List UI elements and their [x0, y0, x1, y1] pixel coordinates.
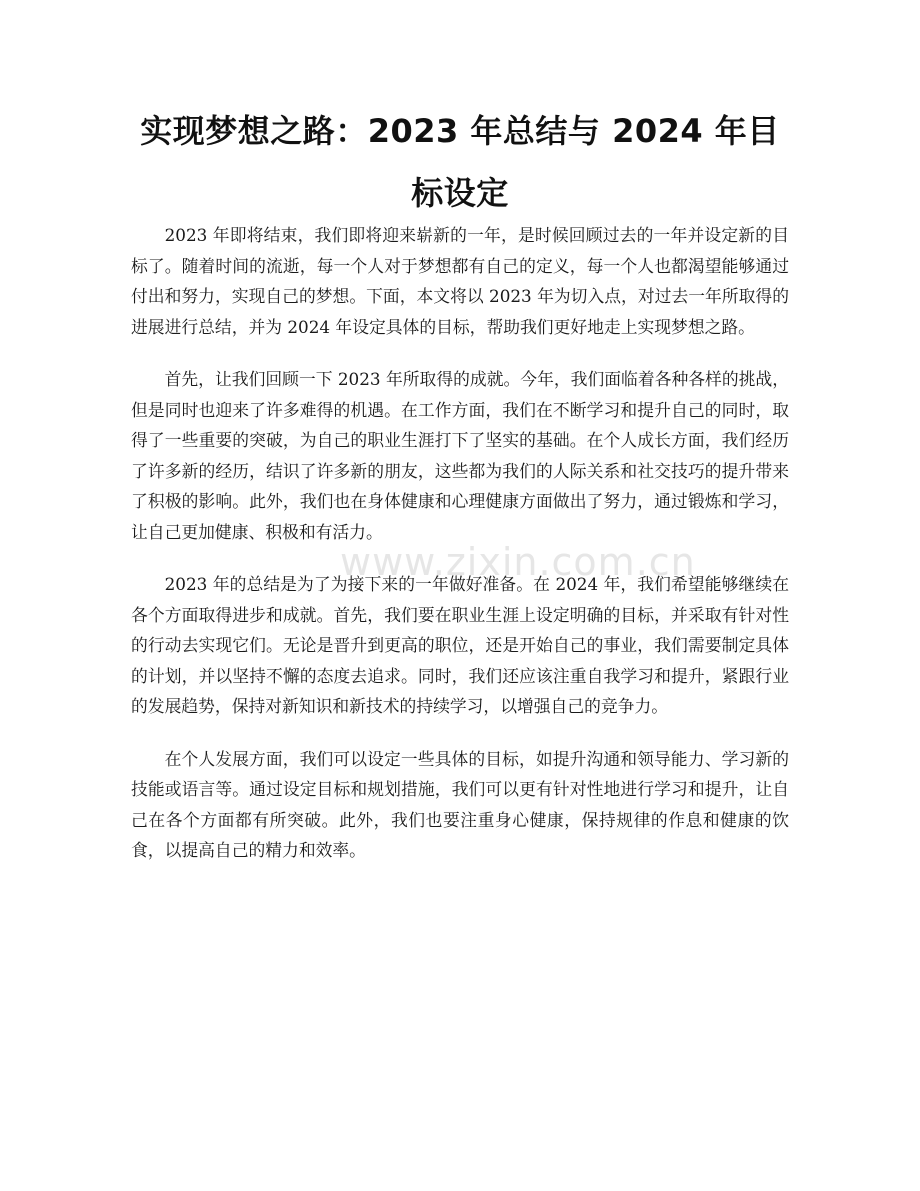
paragraph-3: 2023 年的总结是为了为接下来的一年做好准备。在 2024 年，我们希望能够继续在各个方面取得进步和成就。首先，我们要在职业生涯上设定明确的目标，并采取有针对性的行动去实现它们。无论是晋升到更高的职位，还是开始自己的事业，我们需要制定具体的计划，并以坚持不懈的态度去追求。同时，我们还应该注重自我学习和提升，紧跟行业的发展趋势，保持对新知识和新技术的持续学习，以增强自己的竞争力。 [131, 574, 789, 716]
document-title: 实现梦想之路：2023 年总结与 2024 年目标设定 [140, 112, 780, 212]
document-body [131, 220, 789, 888]
watermark-text: www.zixin.com.cn [340, 540, 696, 584]
paragraph-2: 首先，让我们回顾一下 2023 年所取得的成就。今年，我们面临着各种各样的挑战，但是同时也迎来了许多难得的机遇。在工作方面，我们在不断学习和提升自己的同时，取得了一些重要的突破，为自己的职业生涯打下了坚实的基础。在个人成长方面，我们经历了许多新的经历，结识了许多新的朋友，这些都为我们的人际关系和社交技巧的提升带来了积极的影响。此外，我们也在身体健康和心理健康方面做出了努力，通过锻炼和学习，让自己更加健康、积极和有活力。 [131, 369, 789, 542]
paragraph-4: 在个人发展方面，我们可以设定一些具体的目标，如提升沟通和领导能力、学习新的技能或语言等。通过设定目标和规划措施，我们可以更有针对性地进行学习和提升，让自己在各个方面都有所突破。此外，我们也要注重身心健康，保持规律的作息和健康的饮食，以提高自己的精力和效率。 [131, 748, 789, 860]
paragraph-1: 2023 年即将结束，我们即将迎来崭新的一年，是时候回顾过去的一年并设定新的目标了。随着时间的流逝，每一个人对于梦想都有自己的定义，每一个人也都渴望能够通过付出和努力，实现自己的梦想。下面，本文将以 2023 年为切入点，对过去一年所取得的进展进行总结，并为 2024 年设定具体的目标，帮助我们更好地走上实现梦想之路。 [131, 225, 789, 337]
